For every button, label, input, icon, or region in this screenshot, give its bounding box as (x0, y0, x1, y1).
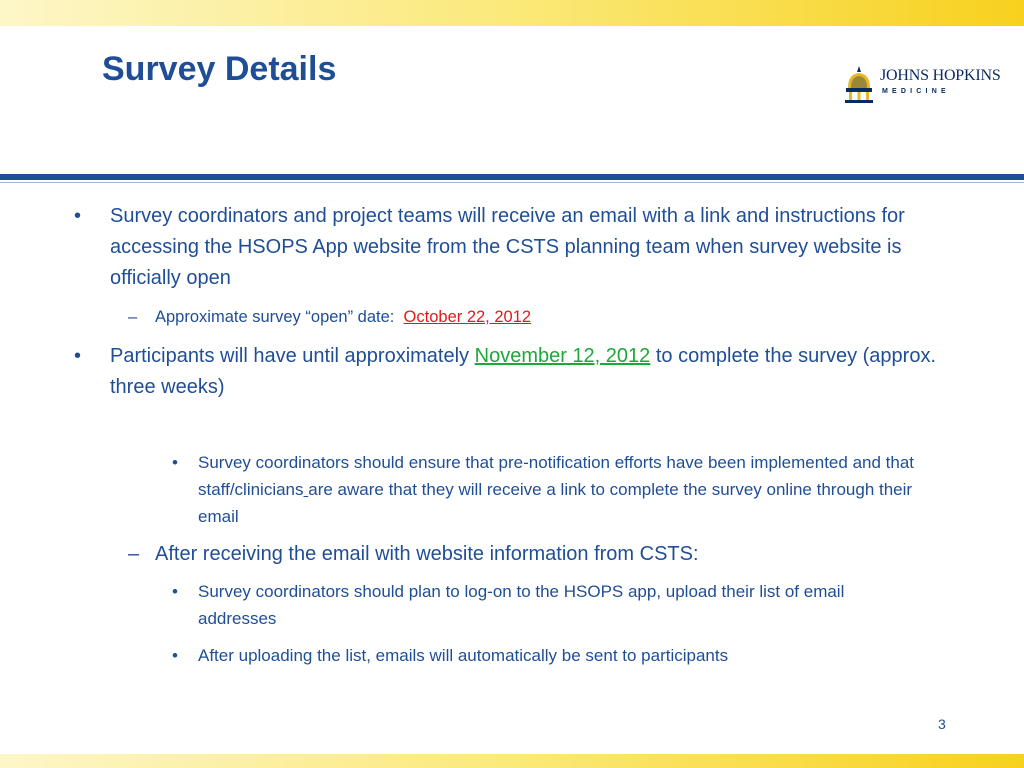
logo-wordmark: JOHNS HOPKINS (880, 67, 1001, 84)
logo-subtitle: MEDICINE (882, 88, 950, 95)
johns-hopkins-logo (842, 64, 1002, 104)
bullet-marker: • (172, 582, 178, 601)
dash-marker: – (128, 543, 140, 565)
bullet-marker: • (172, 646, 178, 665)
deadline-date: November 12, 2012 (474, 345, 651, 367)
pre-notification-text-pre: Survey coordinators should ensure that pre-notification efforts have been implemented and that staff/clinicians (198, 453, 915, 499)
bullet-after-uploading (198, 642, 958, 669)
slide-title: Survey Details (102, 50, 337, 88)
bullet-pre-notification (198, 449, 943, 530)
bullet-log-on (198, 578, 918, 632)
dome-emblem-icon (842, 64, 876, 104)
dash-marker: – (128, 308, 138, 326)
deadline-text-pre: Participants will have until approximately (110, 345, 470, 367)
bullet-open-date (155, 304, 855, 330)
bullet-marker: • (74, 345, 82, 367)
open-date-value: October 22, 2012 (403, 308, 532, 326)
pre-notification-text-post: are aware that they will receive a link to complete the survey online through their email (198, 480, 913, 526)
bullet-text: Survey coordinators and project teams will receive an email with a link and instructions for accessing the HSOPS App website from the CSTS planning team when survey website is officially open (110, 205, 905, 289)
bullet-email-link (110, 201, 930, 294)
bullet-after-receiving (155, 539, 935, 569)
bullet-marker: • (172, 453, 178, 472)
open-date-label: Approximate survey “open” date: (155, 308, 395, 326)
deadline-text-post: to complete the survey (approx. three weeks) (110, 345, 936, 398)
bottom-gold-band (0, 754, 1024, 768)
page-number: 3 (938, 716, 946, 732)
header-divider-thin (0, 182, 1024, 183)
header-divider (0, 174, 1024, 180)
bullet-marker: • (74, 205, 82, 227)
top-gold-band (0, 0, 1024, 26)
log-on-text: Survey coordinators should plan to log-on to the HSOPS app, upload their list of email addresses (198, 582, 845, 628)
after-uploading-text: After uploading the list, emails will automatically be sent to participants (198, 646, 729, 665)
after-receiving-text: After receiving the email with website information from CSTS: (155, 543, 699, 565)
bullet-deadline (110, 341, 950, 403)
